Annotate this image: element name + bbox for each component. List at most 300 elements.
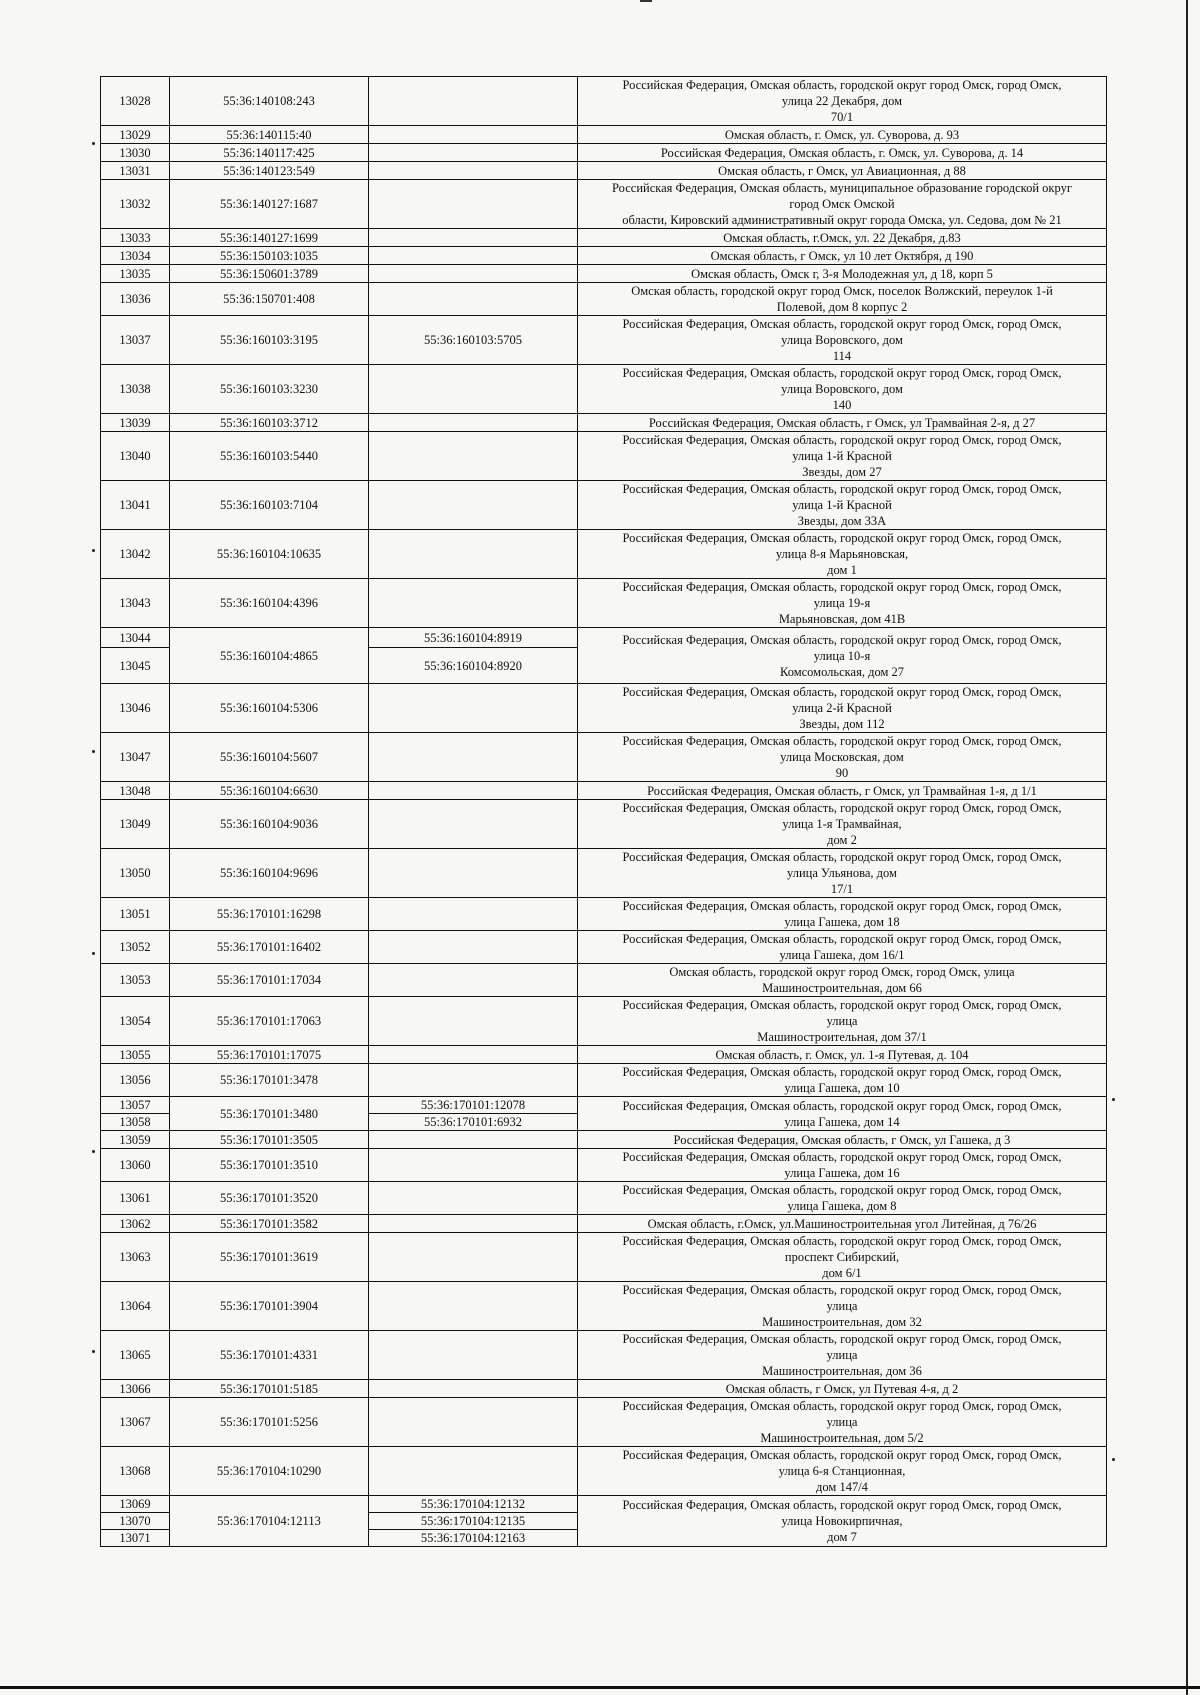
address-line: улица Гашека, дом 16/1 xyxy=(779,948,905,962)
address-line: Омская область, городской округ город Омск, поселок Волжский, переулок 1-й xyxy=(631,284,1053,298)
cadastral-number: 55:36:170101:3478 xyxy=(170,1064,369,1097)
address-line: Омская область, Омск г, 3-я Молодежная ул, д 18, корп 5 xyxy=(691,266,993,281)
row-number: 13067 xyxy=(101,1398,170,1447)
related-cadastral-number xyxy=(369,1398,578,1447)
cadastral-number: 55:36:170101:3520 xyxy=(170,1182,369,1215)
address-line: Российская Федерация, Омская область, городской округ город Омск, город Омск, xyxy=(622,1283,1062,1297)
related-cadastral-number xyxy=(369,162,578,180)
cadastral-number: 55:36:160104:6630 xyxy=(170,782,369,800)
address-line: проспект Сибирский, xyxy=(784,1250,900,1264)
address-line: Российская Федерация, Омская область, г Омск, ул Трамвайная 2-я, д 27 xyxy=(648,415,1036,430)
cadastral-number: 55:36:160104:10635 xyxy=(170,530,369,579)
address xyxy=(578,432,1107,481)
row-number: 13035 xyxy=(101,265,170,283)
registry-table xyxy=(100,76,1107,1547)
address-line: Машиностроительная, дом 36 xyxy=(762,1364,922,1378)
related-cadastral-number xyxy=(369,1447,578,1496)
address xyxy=(578,162,1107,180)
address-line: улица 10-я xyxy=(813,648,871,663)
row-number: 13034 xyxy=(101,247,170,265)
table-row xyxy=(101,1215,1107,1233)
address-line: Российская Федерация, Омская область, городской округ город Омск, город Омск, xyxy=(622,366,1062,380)
address-line: улица 1-й Красной xyxy=(792,498,892,512)
address-line: дом 2 xyxy=(827,833,857,847)
related-cadastral-number xyxy=(369,579,578,628)
related-cadastral-number xyxy=(369,931,578,964)
address-line: Омская область, г Омск, ул Авиационная, д 88 xyxy=(718,163,966,178)
address xyxy=(578,684,1107,733)
address-line: Звезды, дом 112 xyxy=(799,717,885,731)
address-line: дом 1 xyxy=(827,563,857,577)
address xyxy=(578,126,1107,144)
cadastral-number: 55:36:170101:3480 xyxy=(170,1097,369,1131)
table-row xyxy=(101,849,1107,898)
row-number: 13030 xyxy=(101,144,170,162)
address xyxy=(578,530,1107,579)
cadastral-number: 55:36:160103:3195 xyxy=(170,316,369,365)
address xyxy=(578,733,1107,782)
related-cadastral-number xyxy=(369,481,578,530)
address-line: Российская Федерация, Омская область, городской округ город Омск, город Омск, xyxy=(622,1448,1062,1462)
row-number: 13059 xyxy=(101,1131,170,1149)
table-row xyxy=(101,964,1107,997)
row-number: 13070 xyxy=(101,1513,170,1530)
row-number: 13036 xyxy=(101,283,170,316)
cadastral-number: 55:36:170101:5256 xyxy=(170,1398,369,1447)
table-row xyxy=(101,144,1107,162)
address-line: Омская область, г Омск, ул 10 лет Октября, д 190 xyxy=(710,248,974,263)
related-cadastral-number xyxy=(369,1131,578,1149)
address xyxy=(578,1496,1107,1547)
related-cadastral-number xyxy=(369,800,578,849)
address-line: улица 1-й Красной xyxy=(792,449,892,463)
cadastral-number: 55:36:170101:4331 xyxy=(170,1331,369,1380)
page-scan-edge xyxy=(1186,0,1188,1695)
address-line: улица 1-я Трамвайная, xyxy=(782,817,902,831)
table-row xyxy=(101,283,1107,316)
address xyxy=(578,265,1107,283)
address-line: дом 147/4 xyxy=(816,1480,868,1494)
address xyxy=(578,1064,1107,1097)
related-cadastral-number: 55:36:170104:12163 xyxy=(369,1530,578,1547)
related-cadastral-number xyxy=(369,530,578,579)
address xyxy=(578,579,1107,628)
row-number: 13062 xyxy=(101,1215,170,1233)
address-line: Омская область, г.Омск, ул. 22 Декабря, д.83 xyxy=(723,230,961,245)
table-row xyxy=(101,414,1107,432)
address-line: Машиностроительная, дом 32 xyxy=(762,1315,922,1329)
row-number: 13038 xyxy=(101,365,170,414)
address-line: улица 22 Декабря, дом xyxy=(781,94,903,108)
table-row xyxy=(101,1447,1107,1496)
table-row xyxy=(101,180,1107,229)
related-cadastral-number xyxy=(369,1064,578,1097)
address-line: Российская Федерация, Омская область, городской округ город Омск, город Омск, xyxy=(622,932,1062,946)
related-cadastral-number xyxy=(369,365,578,414)
table-row xyxy=(101,1496,1107,1513)
related-cadastral-number xyxy=(369,283,578,316)
related-cadastral-number xyxy=(369,77,578,126)
table-row xyxy=(101,931,1107,964)
related-cadastral-number xyxy=(369,247,578,265)
address xyxy=(578,180,1107,229)
address xyxy=(578,628,1107,684)
table-row xyxy=(101,997,1107,1046)
related-cadastral-number xyxy=(369,414,578,432)
address-line: Российская Федерация, Омская область, городской округ город Омск, город Омск, xyxy=(622,801,1062,815)
address xyxy=(578,1447,1107,1496)
address-line: Марьяновская, дом 41В xyxy=(778,612,906,626)
address-line: Российская Федерация, Омская область, муниципальное образование городской округ xyxy=(612,181,1072,195)
related-cadastral-number: 55:36:170101:12078 xyxy=(369,1097,578,1114)
address-line: Российская Федерация, Омская область, городской округ город Омск, город Омск, xyxy=(622,899,1062,913)
address xyxy=(578,931,1107,964)
table-row xyxy=(101,162,1107,180)
table-row xyxy=(101,800,1107,849)
row-number: 13061 xyxy=(101,1182,170,1215)
address-line: Российская Федерация, Омская область, городской округ город Омск, город Омск, xyxy=(622,632,1062,647)
address-line: улица Гашека, дом 10 xyxy=(784,1081,900,1095)
related-cadastral-number xyxy=(369,997,578,1046)
related-cadastral-number xyxy=(369,1233,578,1282)
address-line: Российская Федерация, Омская область, городской округ город Омск, город Омск, xyxy=(622,734,1062,748)
address-line: улица 19-я xyxy=(813,596,871,610)
address-line: улица Гашека, дом 8 xyxy=(787,1199,897,1213)
row-number: 13057 xyxy=(101,1097,170,1114)
row-number: 13058 xyxy=(101,1114,170,1131)
table-row xyxy=(101,365,1107,414)
address-line: Российская Федерация, Омская область, городской округ город Омск, город Омск, xyxy=(622,1098,1062,1113)
address-line: Российская Федерация, Омская область, городской округ город Омск, город Омск, xyxy=(622,1399,1062,1413)
cadastral-number: 55:36:160104:5306 xyxy=(170,684,369,733)
address-line: улица xyxy=(826,1348,858,1362)
table-row xyxy=(101,1097,1107,1114)
row-number: 13068 xyxy=(101,1447,170,1496)
table-row xyxy=(101,782,1107,800)
address-line: Российская Федерация, Омская область, городской округ город Омск, город Омск, xyxy=(622,1234,1062,1248)
table-row xyxy=(101,481,1107,530)
address xyxy=(578,782,1107,800)
address-line: 114 xyxy=(832,349,852,363)
row-number: 13064 xyxy=(101,1282,170,1331)
address-line: Российская Федерация, Омская область, городской округ город Омск, город Омск, xyxy=(622,317,1062,331)
related-cadastral-number: 55:36:160103:5705 xyxy=(369,316,578,365)
address-line: 70/1 xyxy=(830,110,854,124)
table-row xyxy=(101,628,1107,648)
address-line: улица 2-й Красной xyxy=(792,701,892,715)
address-line: Российская Федерация, Омская область, г Омск, ул Гашека, д 3 xyxy=(673,1132,1011,1147)
table-row xyxy=(101,1380,1107,1398)
address-line: Комсомольская, дом 27 xyxy=(779,664,905,679)
cadastral-number: 55:36:160104:9696 xyxy=(170,849,369,898)
row-number: 13033 xyxy=(101,229,170,247)
scan-speck xyxy=(92,952,95,955)
cadastral-number: 55:36:170101:17063 xyxy=(170,997,369,1046)
related-cadastral-number xyxy=(369,1182,578,1215)
related-cadastral-number: 55:36:170101:6932 xyxy=(369,1114,578,1131)
address-line: 140 xyxy=(832,398,852,412)
related-cadastral-number xyxy=(369,126,578,144)
table-row xyxy=(101,1046,1107,1064)
row-number: 13040 xyxy=(101,432,170,481)
cadastral-number: 55:36:160104:5607 xyxy=(170,733,369,782)
table-row xyxy=(101,1149,1107,1182)
cadastral-number: 55:36:160103:3230 xyxy=(170,365,369,414)
address xyxy=(578,1215,1107,1233)
related-cadastral-number xyxy=(369,432,578,481)
cadastral-number: 55:36:140117:425 xyxy=(170,144,369,162)
cadastral-number: 55:36:170101:5185 xyxy=(170,1380,369,1398)
row-number: 13047 xyxy=(101,733,170,782)
address-line: Звезды, дом 27 xyxy=(802,465,882,479)
address-line: Российская Федерация, Омская область, городской округ город Омск, город Омск, xyxy=(622,1065,1062,1079)
address xyxy=(578,1380,1107,1398)
table-row xyxy=(101,229,1107,247)
related-cadastral-number xyxy=(369,849,578,898)
related-cadastral-number: 55:36:160104:8920 xyxy=(369,648,578,684)
row-number: 13041 xyxy=(101,481,170,530)
address-line: Российская Федерация, Омская область, городской округ город Омск, город Омск, xyxy=(622,850,1062,864)
related-cadastral-number: 55:36:170104:12135 xyxy=(369,1513,578,1530)
scan-speck xyxy=(92,1150,95,1153)
row-number: 13053 xyxy=(101,964,170,997)
related-cadastral-number xyxy=(369,898,578,931)
address-line: Омская область, г.Омск, ул.Машиностроительная угол Литейная, д 76/26 xyxy=(647,1216,1037,1231)
address-line: улица Гашека, дом 18 xyxy=(784,915,900,929)
row-number: 13055 xyxy=(101,1046,170,1064)
row-number: 13063 xyxy=(101,1233,170,1282)
address xyxy=(578,1398,1107,1447)
address xyxy=(578,481,1107,530)
address-line: Омская область, г Омск, ул Путевая 4-я, д 2 xyxy=(725,1381,959,1396)
address xyxy=(578,1131,1107,1149)
address xyxy=(578,997,1107,1046)
cadastral-number: 55:36:170101:3505 xyxy=(170,1131,369,1149)
cadastral-number: 55:36:170104:10290 xyxy=(170,1447,369,1496)
row-number: 13049 xyxy=(101,800,170,849)
address-line: Звезды, дом 33А xyxy=(797,514,887,528)
cadastral-number: 55:36:170101:16298 xyxy=(170,898,369,931)
address-line: Полевой, дом 8 корпус 2 xyxy=(776,300,908,314)
cadastral-number: 55:36:170101:3582 xyxy=(170,1215,369,1233)
address-line: Омская область, г. Омск, ул. Суворова, д. 93 xyxy=(724,127,960,142)
table-row xyxy=(101,1398,1107,1447)
address-line: 90 xyxy=(835,766,849,780)
scan-speck xyxy=(1112,1458,1115,1461)
page-bottom-border xyxy=(0,1686,1200,1689)
cadastral-number: 55:36:170101:3619 xyxy=(170,1233,369,1282)
address xyxy=(578,414,1107,432)
table-row xyxy=(101,1282,1107,1331)
address xyxy=(578,229,1107,247)
address-line: улица 8-я Марьяновская, xyxy=(775,547,909,561)
cadastral-number: 55:36:150103:1035 xyxy=(170,247,369,265)
cadastral-number: 55:36:160103:5440 xyxy=(170,432,369,481)
row-number: 13043 xyxy=(101,579,170,628)
address-line: Российская Федерация, Омская область, городской округ город Омск, город Омск, xyxy=(622,433,1062,447)
scan-mark xyxy=(640,0,652,2)
related-cadastral-number xyxy=(369,180,578,229)
cadastral-number: 55:36:170101:16402 xyxy=(170,931,369,964)
row-number: 13052 xyxy=(101,931,170,964)
related-cadastral-number xyxy=(369,1282,578,1331)
row-number: 13029 xyxy=(101,126,170,144)
related-cadastral-number xyxy=(369,1149,578,1182)
address xyxy=(578,365,1107,414)
related-cadastral-number xyxy=(369,1046,578,1064)
row-number: 13056 xyxy=(101,1064,170,1097)
address-line: Российская Федерация, Омская область, г Омск, ул Трамвайная 1-я, д 1/1 xyxy=(647,783,1037,798)
row-number: 13046 xyxy=(101,684,170,733)
cadastral-number: 55:36:140127:1687 xyxy=(170,180,369,229)
address xyxy=(578,1149,1107,1182)
cadastral-number: 55:36:160103:7104 xyxy=(170,481,369,530)
row-number: 13044 xyxy=(101,628,170,648)
cadastral-number: 55:36:150701:408 xyxy=(170,283,369,316)
row-number: 13031 xyxy=(101,162,170,180)
address xyxy=(578,1282,1107,1331)
cadastral-number: 55:36:170104:12113 xyxy=(170,1496,369,1547)
cadastral-number: 55:36:140123:549 xyxy=(170,162,369,180)
related-cadastral-number: 55:36:170104:12132 xyxy=(369,1496,578,1513)
address-line: улица xyxy=(826,1415,858,1429)
table-row xyxy=(101,733,1107,782)
cadastral-number: 55:36:170101:17075 xyxy=(170,1046,369,1064)
address xyxy=(578,144,1107,162)
row-number: 13050 xyxy=(101,849,170,898)
address xyxy=(578,1046,1107,1064)
row-number: 13065 xyxy=(101,1331,170,1380)
address-line: улица xyxy=(826,1299,858,1313)
cadastral-number: 55:36:160104:4396 xyxy=(170,579,369,628)
related-cadastral-number xyxy=(369,1380,578,1398)
related-cadastral-number xyxy=(369,265,578,283)
table-row xyxy=(101,898,1107,931)
related-cadastral-number: 55:36:160104:8919 xyxy=(369,628,578,648)
table-row xyxy=(101,1233,1107,1282)
address-line: Российская Федерация, Омская область, городской округ город Омск, город Омск, xyxy=(622,482,1062,496)
address-line: улица Воровского, дом xyxy=(781,382,903,396)
address xyxy=(578,898,1107,931)
address-line: Российская Федерация, Омская область, г. Омск, ул. Суворова, д. 14 xyxy=(660,145,1024,160)
row-number: 13032 xyxy=(101,180,170,229)
address-line: улица xyxy=(826,1014,858,1028)
address-line: Машиностроительная, дом 37/1 xyxy=(757,1030,927,1044)
scan-speck xyxy=(92,549,95,552)
cadastral-number: 55:36:150601:3789 xyxy=(170,265,369,283)
address-line: Машиностроительная, дом 66 xyxy=(762,981,922,995)
address-line: город Омск Омской xyxy=(789,197,895,211)
table-row xyxy=(101,126,1107,144)
address xyxy=(578,800,1107,849)
row-number: 13051 xyxy=(101,898,170,931)
address xyxy=(578,1331,1107,1380)
row-number: 13071 xyxy=(101,1530,170,1547)
row-number: 13054 xyxy=(101,997,170,1046)
address-line: Машиностроительная, дом 5/2 xyxy=(760,1431,924,1445)
address xyxy=(578,77,1107,126)
address-line: области, Кировский административный округ города Омска, ул. Седова, дом № 21 xyxy=(622,213,1062,227)
cadastral-number: 55:36:170101:3510 xyxy=(170,1149,369,1182)
table-row xyxy=(101,432,1107,481)
address xyxy=(578,283,1107,316)
address-line: Российская Федерация, Омская область, городской округ город Омск, город Омск, xyxy=(622,1150,1062,1164)
address xyxy=(578,849,1107,898)
table-row xyxy=(101,265,1107,283)
address-line: улица Гашека, дом 14 xyxy=(784,1114,900,1129)
address xyxy=(578,247,1107,265)
address-line: улица 6-я Станционная, xyxy=(778,1464,906,1478)
scan-speck xyxy=(92,750,95,753)
table-row xyxy=(101,1064,1107,1097)
address-line: Российская Федерация, Омская область, городской округ город Омск, город Омск, xyxy=(622,685,1062,699)
cadastral-number: 55:36:160104:9036 xyxy=(170,800,369,849)
row-number: 13069 xyxy=(101,1496,170,1513)
address-line: Российская Федерация, Омская область, городской округ город Омск, город Омск, xyxy=(622,1183,1062,1197)
cadastral-number: 55:36:170101:17034 xyxy=(170,964,369,997)
related-cadastral-number xyxy=(369,144,578,162)
table-row xyxy=(101,247,1107,265)
address-line: Российская Федерация, Омская область, городской округ город Омск, город Омск, xyxy=(622,78,1062,92)
related-cadastral-number xyxy=(369,964,578,997)
related-cadastral-number xyxy=(369,1215,578,1233)
related-cadastral-number xyxy=(369,229,578,247)
cadastral-number: 55:36:140127:1699 xyxy=(170,229,369,247)
address xyxy=(578,1233,1107,1282)
table-row xyxy=(101,1331,1107,1380)
scan-speck xyxy=(92,1350,95,1353)
address-line: улица Воровского, дом xyxy=(781,333,903,347)
related-cadastral-number xyxy=(369,1331,578,1380)
related-cadastral-number xyxy=(369,684,578,733)
address-line: улица Московская, дом xyxy=(780,750,904,764)
table-row xyxy=(101,316,1107,365)
related-cadastral-number xyxy=(369,733,578,782)
address-line: улица Ульянова, дом xyxy=(787,866,897,880)
row-number: 13037 xyxy=(101,316,170,365)
address-line: улица Новокирпичная, xyxy=(781,1514,903,1528)
address-line: 17/1 xyxy=(830,882,854,896)
table-row xyxy=(101,684,1107,733)
address xyxy=(578,1182,1107,1215)
row-number: 13045 xyxy=(101,648,170,684)
address-line: Российская Федерация, Омская область, городской округ город Омск, город Омск, xyxy=(622,580,1062,594)
address-line: дом 6/1 xyxy=(822,1266,862,1280)
address xyxy=(578,1097,1107,1131)
cadastral-number: 55:36:160103:3712 xyxy=(170,414,369,432)
address-line: Российская Федерация, Омская область, городской округ город Омск, город Омск, xyxy=(622,531,1062,545)
address-line: Российская Федерация, Омская область, городской округ город Омск, город Омск, xyxy=(622,1498,1062,1512)
related-cadastral-number xyxy=(369,782,578,800)
table-row xyxy=(101,1182,1107,1215)
cadastral-number: 55:36:140108:243 xyxy=(170,77,369,126)
address-line: Омская область, г. Омск, ул. 1-я Путевая, д. 104 xyxy=(715,1047,969,1062)
scan-speck xyxy=(92,142,95,145)
row-number: 13048 xyxy=(101,782,170,800)
table-row xyxy=(101,530,1107,579)
address-line: улица Гашека, дом 16 xyxy=(784,1166,900,1180)
address-line: Омская область, городской округ город Омск, город Омск, улица xyxy=(669,965,1015,979)
address xyxy=(578,964,1107,997)
address-line: Российская Федерация, Омская область, городской округ город Омск, город Омск, xyxy=(622,998,1062,1012)
table-row xyxy=(101,579,1107,628)
table-row xyxy=(101,1131,1107,1149)
row-number: 13042 xyxy=(101,530,170,579)
row-number: 13066 xyxy=(101,1380,170,1398)
scan-speck xyxy=(1112,1098,1115,1101)
table-row xyxy=(101,77,1107,126)
cadastral-number: 55:36:160104:4865 xyxy=(170,628,369,684)
